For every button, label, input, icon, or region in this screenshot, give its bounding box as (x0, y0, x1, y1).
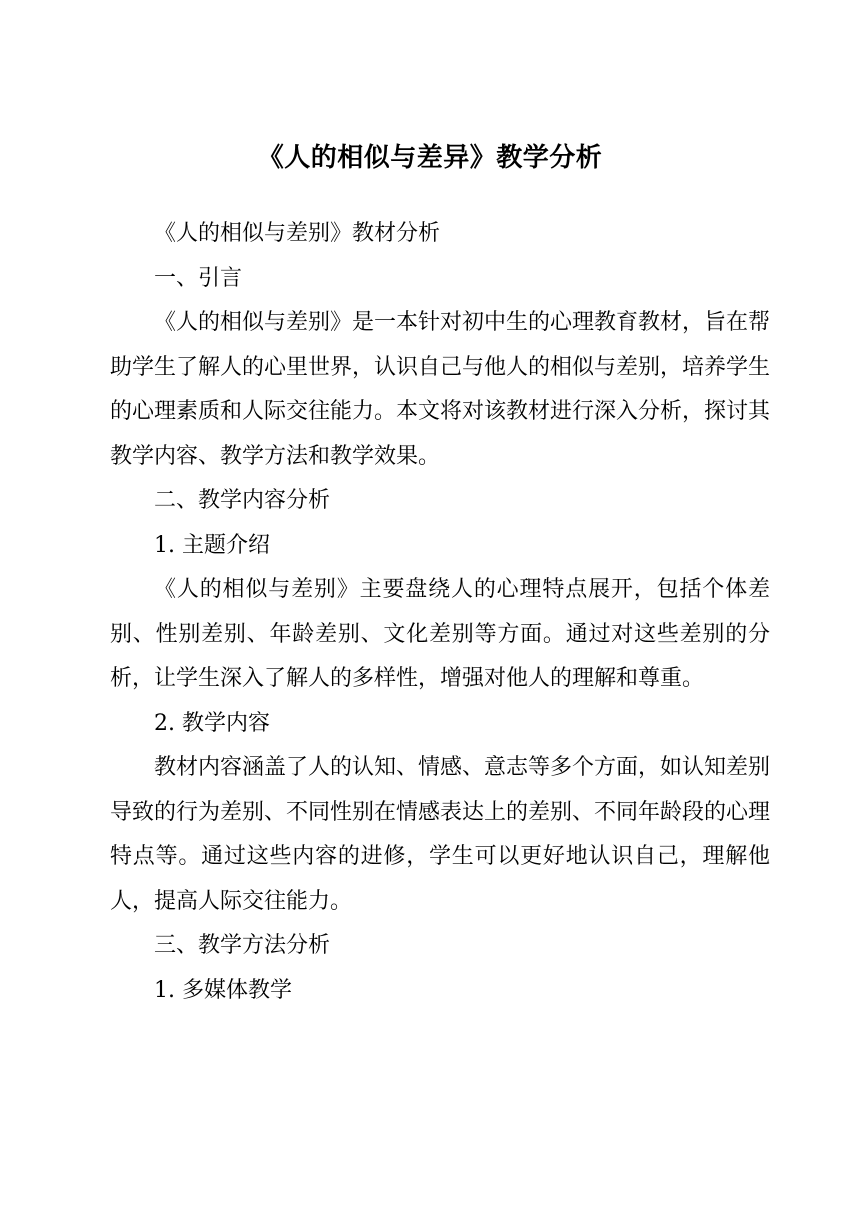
subtitle-paragraph: 《人的相似与差别》教材分析 (154, 221, 441, 246)
subheading-multimedia: 1. 多媒体教学 (154, 977, 292, 1003)
section-heading-content-analysis: 二、教学内容分析 (154, 488, 331, 513)
body-paragraph: 教材内容涵盖了人的认知、情感、意志等多个方面，如认知差别导致的行为差别、不同性别在情感表达上的差别、不同年龄段的心理特点等。通过这些内容的进修，学生可以更好地认识自己，理解他人，提高人际交往能力。 (110, 755, 771, 914)
section-heading-introduction: 一、引言 (154, 265, 243, 291)
section-heading-method-analysis: 三、教学方法分析 (154, 933, 331, 958)
document-title: 《人的相似与差异》教学分析 (257, 143, 603, 173)
body-paragraph: 《人的相似与差别》主要盘绕人的心理特点展开，包括个体差别、性别差别、年龄差别、文化差别等方面。通过对这些差别的分析，让学生深入了解人的多样性，增强对他人的理解和尊重。 (110, 577, 770, 691)
subheading-teaching-content: 2. 教学内容 (154, 710, 270, 736)
body-paragraph: 《人的相似与差别》是一本针对初中生的心理教育教材，旨在帮助学生了解人的心里世界，认识自己与他人的相似与差别，培养学生的心理素质和人际交往能力。本文将对该教材进行深入分析，探讨其教学内容、教学方法和教学效果。 (110, 310, 771, 469)
subheading-topic-intro: 1. 主题介绍 (154, 532, 270, 558)
document-body (110, 212, 770, 1013)
